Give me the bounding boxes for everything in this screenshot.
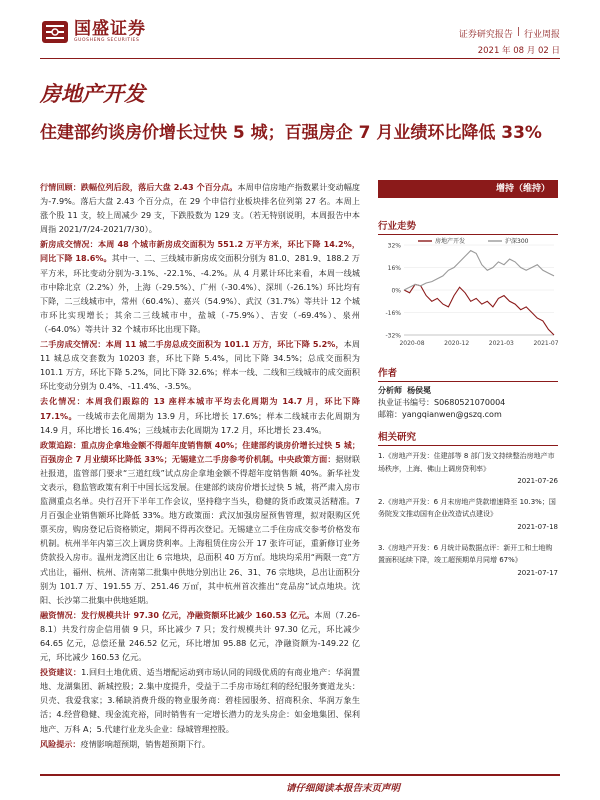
para-lead: 融资情况：发行规模共计 97.30 亿元，净融资额环比减少 160.53 亿元。	[40, 609, 315, 620]
report-type-label: 证券研究报告	[458, 30, 513, 40]
paragraph-policy	[40, 438, 360, 607]
paragraph-investment	[40, 665, 360, 735]
related-research-list	[378, 446, 558, 579]
para-lead: 风险提示：	[40, 738, 81, 749]
analyst-cert: 执业证书编号：S0680521070004	[378, 398, 506, 407]
trend-chart-svg	[378, 235, 558, 355]
y-tick-label: 0%	[391, 287, 401, 295]
y-tick-label: -32%	[385, 332, 401, 340]
analyst-info	[378, 382, 558, 421]
y-tick-label: -16%	[385, 310, 401, 317]
series-line-沪深300	[404, 251, 554, 290]
header-divider	[40, 58, 560, 59]
x-tick-label: 2020-12	[444, 340, 470, 347]
paragraph-second-hand	[40, 337, 360, 393]
rating-badge: 增持（维持）	[378, 180, 558, 198]
analyst-email[interactable]: 邮箱：yangqianwen@gszq.com	[378, 410, 502, 419]
report-date: 2021 年 08 月 02 日	[477, 46, 560, 56]
para-lead: 行情回顾：跌幅位列后段，落后大盘 2.43 个百分点。	[40, 182, 238, 192]
para-text: 本周 11 城总成交套数为 10203 套，环比下降 5.4%，同比下降 34.5%；总成交面积为 101.1 万方，环比下降 5.2%，同比下降 32.6%；样本一线、二线和三线城市的成交面积环比变动分别为 0.4%、-11.4%、-3.5%。	[40, 339, 360, 392]
legend-label: 沪深300	[505, 238, 529, 245]
related-title: 相关研究	[378, 429, 558, 446]
report-subtype-label: 行业周报	[523, 30, 560, 40]
footer-divider	[40, 774, 560, 776]
paragraph-destocking	[40, 394, 360, 436]
related-item-text: 3.《房地产开发：6 月统计局数据点评：新开工和土地购置面积延续下降，竣工超预期单月同增 67%》	[378, 543, 553, 565]
logo-en: GUOSHENG SECURITIES	[74, 38, 140, 43]
para-text: 其中一、二、三线城市新房成交面积分别为 81.0、281.9、188.2 万平方米，环比变动分别为-3.1%、-22.1%、-4.2%。从 4 月累计环比来看，本周一线城市中除北京（2.2%）外，上海（-29.5%）、广州（-30.4%）、深圳（-26.1%）环比均有下降，二三线城市中，常州（60.4%）、嘉兴（54.9%）、武汉（31.7%）等共计 12 个城市环比实现增长；其余二三线城市中，盐城（-75.9%）、吉安（-69.4%）、泉州（-64.0%）等共计 32 个城市环比出现下降。	[40, 253, 360, 334]
para-text: 本周申信房地产指数累计变动幅度为-7.9%。落后大盘 2.43 个百分点，在 29 个申信行业板块排名位列第 27 名。本周上涨个股 11 支，较上周减少 29 支，下跌股数为 129 支。（若无特别说明，本周报告中本周指 2021/7/24-2021/7/30）。	[40, 182, 360, 235]
footer-disclaimer: 请仔细阅读本报告末页声明	[285, 783, 400, 794]
trend-chart	[378, 235, 558, 355]
y-tick-label: 32%	[387, 242, 401, 250]
paragraph-new-home	[40, 237, 360, 336]
series-line-房地产开发	[404, 284, 554, 335]
sidebar	[378, 180, 558, 587]
para-lead: 二手房成交情况：本周 11 城二手房总成交面积为 101.1 万方，环比下降 5.2%，	[40, 339, 344, 350]
para-text: 一线城市去化周期为 13.9 月，环比增长 17.6%；样本二线城市去化周期为 14.9 月，环比增长 16.4%；三线城市去化周期为 17.2 月，环比增长 23.4%。	[40, 410, 360, 435]
analyst-name: 杨侯冕	[407, 386, 432, 395]
trend-title: 行业走势	[378, 218, 558, 235]
related-item[interactable]	[378, 496, 558, 534]
industry-title: 房地产开发	[40, 82, 145, 106]
analyst-title: 作者	[378, 365, 558, 382]
related-item[interactable]	[378, 450, 558, 488]
separator: |	[516, 27, 520, 37]
report-body	[40, 180, 360, 752]
related-item-date: 2021-07-18	[517, 522, 558, 531]
paragraph-risk	[40, 737, 360, 751]
report-headline: 住建部约谈房价增长过快 5 城；百强房企 7 月业绩环比降低 33%	[40, 123, 542, 143]
para-lead: 去化情况：本周我们跟踪的 13 座样本城市平均去化周期为 14.7 月，环比下降 17.1%。	[40, 396, 360, 421]
related-item-date: 2021-07-26	[517, 477, 558, 486]
company-logo	[42, 20, 146, 44]
x-tick-label: 2021-03	[488, 340, 514, 347]
logo-icon	[42, 21, 68, 43]
y-tick-label: 16%	[387, 265, 401, 272]
related-item-text: 1.《房地产开发：住建部等 8 部门发文持续整治房地产市场秩序，上海、佛山上调房贷利率》	[378, 452, 555, 473]
logo-cn: 国盛证券	[74, 19, 146, 39]
analyst-label: 分析师	[378, 386, 402, 395]
para-lead: 新房成交情况：本周 48 个城市新房成交面积为 551.2 万平方米，环比下降 14.2%，同比下降 18.6%。	[40, 239, 360, 264]
legend-label: 房地产开发	[435, 238, 466, 245]
x-tick-label: 2021-07	[533, 340, 558, 347]
para-text: 本周（7.26-8.1）共发行房企信用债 9 只，环比减少 7 只；发行规模共计 97.30 亿元，环比减少 64.65 亿元，总偿还量 246.52 亿元，环比增加 95.88 亿元，净融资额为-149.22 亿元，环比减少 160.53 亿元。	[40, 609, 361, 663]
related-item-date: 2021-07-17	[517, 568, 558, 577]
report-type	[459, 27, 560, 40]
related-item-text: 2.《房地产开发：6 月末房地产贷款增速降至 10.3%；国务院发文推动国有企业改造试点建设》	[378, 497, 556, 519]
page-footer	[0, 770, 600, 800]
para-lead: 政策追踪：重点房企拿地金额不得超年度销售额 40%；住建部约谈房价增长过快 5 城；百强房企 7 月业绩环比降低 33%；无锡建立二手房参考价机制。中央政策方面：	[40, 439, 360, 464]
related-item[interactable]	[378, 542, 558, 580]
x-tick-label: 2020-08	[399, 340, 425, 347]
para-text: 疫情影响超预期，销售超预期下行。	[80, 738, 210, 749]
para-lead: 投资建议：	[40, 667, 82, 678]
report-header	[0, 0, 600, 60]
para-text: 1.回归土地优质、适当增配运动到市场认同的同级优质的有商业地产：华润置地、龙湖集团、新城控股；2.集中度提升，受益于二手房市场红利的经纪服务赛道龙头：贝壳、我爱我家；3.稀缺消费升级的物业服务商：碧桂园服务、招商积余、华润万象生活；4.经营稳健、现金流充裕，同时销售有一定增长潜力的龙头房企：如金地集团、保利地产、万科 A；5.代建行业龙头企业：绿城管理控股。	[40, 667, 360, 734]
para-text: 据财联社报道，监管部门要求“三道红线”试点房企拿地金额不得超年度销售额 40%。新华社发文表示，稳监管政策有利于中国长远发展。住建部约谈房价增长过快 5 城，将严肃入房市监测重点名单。央行召开下半年工作会议，坚持稳字当头，稳健的货币政策灵活精准。7 月百强企业销售额环比降低 33%。地方政策面：武汉加强房屋预售管理，拟对限购区凭票买房，购房登记后资格锁定，期间不得再次登记。无锡建立二手住房成交参考价格发布机制。杭州半年内第三次上调房贷利率。上海租赁住房公开 17 张许可证，重新修订业务贷款投入房市。温州龙湾区出让 6 宗地块，总面积 40 万方㎡。地块均采用“两限一竞”方式出让，福州、杭州、济南第二批集中供地分别出让 26、31、76 宗地块，总出让面积分别为 101.7 万、191.55 万、251.46 万㎡，其中杭州首次推出“竞品房”试点地块。沈阳、长沙第二批集中供地延期。	[40, 453, 360, 605]
paragraph-financing	[40, 608, 360, 664]
paragraph-market-review	[40, 180, 360, 236]
